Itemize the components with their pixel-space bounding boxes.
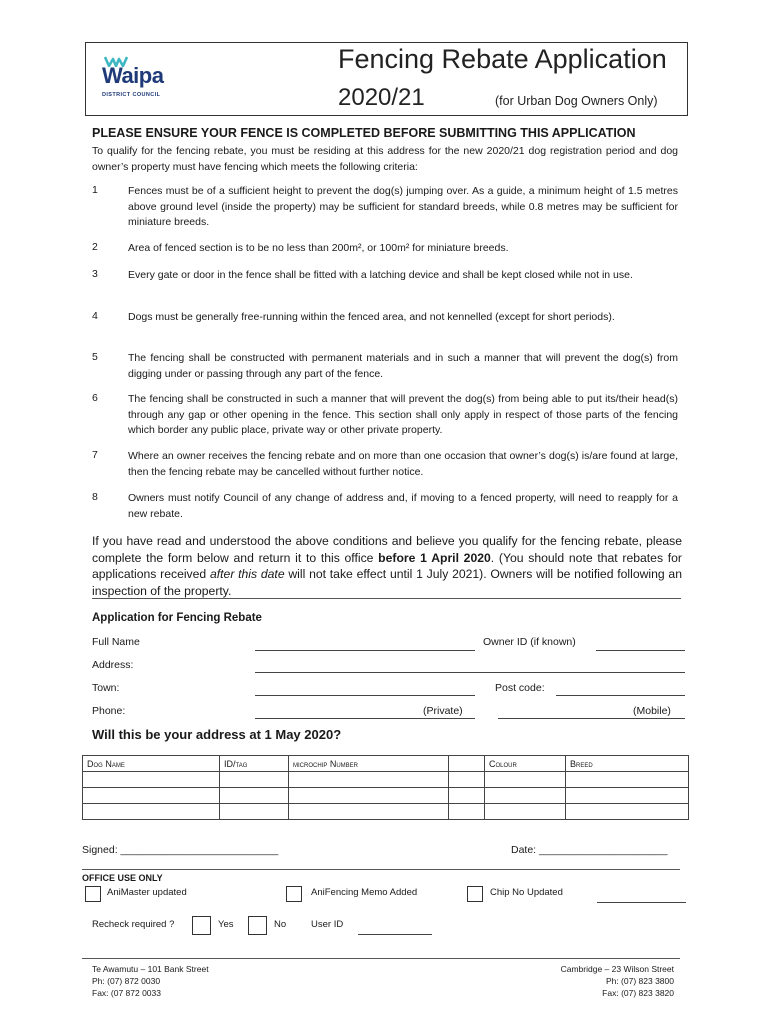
divider (92, 598, 681, 599)
closing-part2: . (You should note that rebates for applications received (92, 550, 682, 581)
criteria-text: The fencing shall be constructed in such a manner that will prevent the dog(s) from being able to put its/their head(s) through any gap or other opening in the fence. This section shall only apply in respect of those parts of the fencing which border any public place, private way or other private property. (128, 393, 678, 436)
table-cell[interactable] (83, 788, 220, 804)
animaster-checkbox[interactable] (85, 886, 101, 902)
col-dog-name: Dog Name (83, 756, 220, 772)
town-label: Town: (92, 682, 120, 694)
table-cell[interactable] (289, 772, 449, 788)
criteria-text: Where an owner receives the fencing rebate and on more than one occasion that owner’s dog(s) is/are found at large, then the fencing rebate may be cancelled without further notice. (128, 450, 678, 478)
criteria-text: Owners must notify Council of any change of address and, if moving to a fenced property, will need to reapply for a new rebate. (128, 492, 678, 520)
col-colour: Colour (485, 756, 566, 772)
footer-left-phone: Ph: (07) 872 0030 (92, 976, 161, 986)
recheck-label: Recheck required ? (92, 919, 175, 930)
page-year: 2020/21 (338, 84, 425, 111)
col-microchip: microchip Number (289, 756, 449, 772)
table-header-row (83, 756, 689, 772)
phone-mobile-field[interactable] (498, 718, 685, 719)
table-cell[interactable] (449, 788, 485, 804)
completion-notice: PLEASE ENSURE YOUR FENCE IS COMPLETED BEFORE SUBMITTING THIS APPLICATION (92, 126, 636, 140)
table-cell[interactable] (485, 804, 566, 820)
address-label: Address: (92, 659, 134, 671)
footer-left-fax: Fax: (07 872 0033 (92, 988, 161, 998)
mobile-label: (Mobile) (633, 705, 671, 717)
criteria-number: 8 (92, 491, 98, 503)
recheck-no-checkbox[interactable] (248, 916, 267, 935)
date-field[interactable]: Date: ______________________ (511, 844, 668, 856)
table-cell[interactable] (566, 772, 689, 788)
waipa-logo (102, 55, 182, 105)
table-row (83, 788, 689, 804)
animaster-label: AniMaster updated (107, 887, 187, 898)
criteria-number: 4 (92, 310, 98, 322)
table-cell[interactable] (289, 788, 449, 804)
footer-te-awamutu (92, 963, 209, 999)
table-cell[interactable] (566, 788, 689, 804)
post-code-field[interactable] (556, 695, 685, 696)
private-label: (Private) (423, 705, 463, 717)
user-id-field[interactable] (358, 934, 432, 935)
anifencing-checkbox[interactable] (286, 886, 302, 902)
table-cell[interactable] (485, 788, 566, 804)
table-cell[interactable] (220, 804, 289, 820)
dog-table (82, 755, 689, 820)
divider (82, 958, 680, 959)
col-id-tag: ID/tag (220, 756, 289, 772)
recheck-yes-checkbox[interactable] (192, 916, 211, 935)
phone-label: Phone: (92, 705, 126, 717)
table-cell[interactable] (566, 804, 689, 820)
footer-right-fax: Fax: (07) 823 3820 (602, 988, 674, 998)
table-cell[interactable] (220, 788, 289, 804)
table-row (83, 804, 689, 820)
owner-id-label: Owner ID (if known) (483, 636, 576, 648)
table-cell[interactable] (449, 804, 485, 820)
criteria-number: 6 (92, 392, 98, 404)
table-cell[interactable] (485, 772, 566, 788)
col-breed: Breed (566, 756, 689, 772)
criteria-number: 3 (92, 268, 98, 280)
page-title: Fencing Rebate Application (338, 44, 667, 74)
table-cell[interactable] (83, 772, 220, 788)
signed-field[interactable]: Signed: ___________________________ (82, 844, 279, 856)
chip-updated-label: Chip No Updated (490, 887, 563, 898)
logo-word: Waipa (102, 63, 164, 88)
office-use-title: OFFICE USE ONLY (82, 873, 163, 883)
criteria-number: 2 (92, 241, 98, 253)
recheck-yes-label: Yes (218, 919, 234, 930)
page-subtitle: (for Urban Dog Owners Only) (495, 94, 658, 108)
col-blank (449, 756, 485, 772)
table-row (83, 772, 689, 788)
form-section-title: Application for Fencing Rebate (92, 612, 262, 624)
criteria-text: Area of fenced section is to be no less than 200m², or 100m² for miniature breeds. (128, 242, 509, 254)
anifencing-label: AniFencing Memo Added (311, 887, 418, 898)
closing-paragraph (92, 533, 682, 599)
table-cell[interactable] (220, 772, 289, 788)
address-question: Will this be your address at 1 May 2020? (92, 727, 342, 742)
criteria-text: Fences must be of a sufficient height to prevent the dog(s) jumping over. As a guide, a minimum height of 1.5 metres above ground level (inside the property) may be sufficient for standard breeds, while 0.8 metres may be sufficient for miniature breeds. (128, 185, 678, 228)
table-cell[interactable] (449, 772, 485, 788)
chip-updated-checkbox[interactable] (467, 886, 483, 902)
closing-deadline: before 1 April 2020 (378, 550, 491, 565)
recheck-no-label: No (274, 919, 287, 930)
footer-right-address: Cambridge – 23 Wilson Street (560, 964, 674, 974)
closing-part1: If you have read and understood the above conditions and believe you qualify for the fencing rebate, please complete the form below and return it to this office (92, 534, 682, 565)
address-field[interactable] (255, 672, 685, 673)
closing-part3: will not take effect until 1 July 2021). Owners will be notified following an inspection of the property. (92, 567, 682, 598)
post-code-label: Post code: (495, 682, 545, 694)
full-name-label: Full Name (92, 636, 140, 648)
full-name-field[interactable] (255, 650, 475, 651)
closing-italic: after this date (209, 567, 285, 581)
criteria-number: 5 (92, 351, 98, 363)
footer-right-phone: Ph: (07) 823 3800 (605, 976, 674, 986)
logo-subtext: DISTRICT COUNCIL (102, 92, 161, 98)
divider (82, 869, 680, 870)
phone-private-field[interactable] (255, 718, 475, 719)
criteria-number: 1 (92, 184, 98, 196)
footer-left-address: Te Awamutu – 101 Bank Street (92, 964, 209, 974)
chip-no-field[interactable] (597, 902, 686, 903)
table-cell[interactable] (83, 804, 220, 820)
owner-id-field[interactable] (596, 650, 685, 651)
table-cell[interactable] (289, 804, 449, 820)
criteria-text: Every gate or door in the fence shall be fitted with a latching device and shall be kept closed while not in use. (128, 269, 633, 281)
intro-text: To qualify for the fencing rebate, you must be residing at this address for the new 2020/21 dog registration period and dog owner’s property must have fencing which meets the following criteria: (92, 145, 678, 173)
town-field[interactable] (255, 695, 475, 696)
criteria-text: The fencing shall be constructed with permanent materials and in such a manner that will prevent the dog(s) from digging under or passing through any part of the fence. (128, 352, 678, 380)
criteria-number: 7 (92, 449, 98, 461)
footer-cambridge (561, 963, 674, 999)
criteria-text: Dogs must be generally free-running within the fenced area, and not kennelled (except for short periods). (128, 311, 615, 323)
user-id-label: User ID (311, 919, 344, 930)
